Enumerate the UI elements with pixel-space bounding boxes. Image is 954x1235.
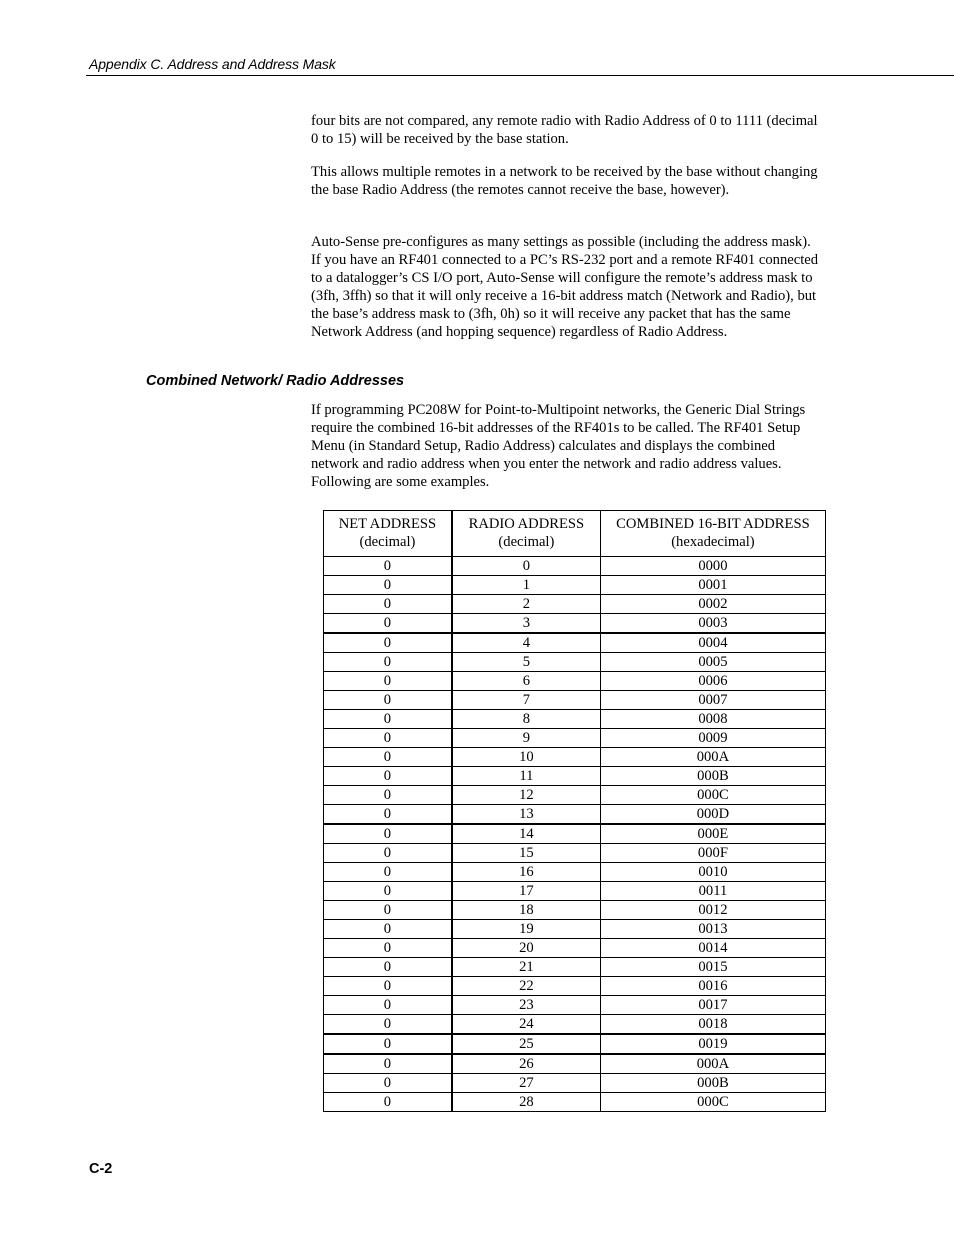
net-address-cell: 0 xyxy=(324,882,452,901)
table-row xyxy=(324,958,826,977)
table-row xyxy=(324,633,826,653)
net-address-cell: 0 xyxy=(324,595,452,614)
combined-address-cell: 0013 xyxy=(600,920,825,939)
net-address-cell: 0 xyxy=(324,805,452,825)
combined-address-cell: 0010 xyxy=(600,863,825,882)
combined-address-cell: 000E xyxy=(600,824,825,844)
radio-address-cell: 20 xyxy=(452,939,600,958)
table-row xyxy=(324,805,826,825)
combined-address-cell: 0016 xyxy=(600,977,825,996)
radio-address-cell: 9 xyxy=(452,729,600,748)
radio-address-cell: 6 xyxy=(452,672,600,691)
combined-address-cell: 0001 xyxy=(600,576,825,595)
net-address-cell: 0 xyxy=(324,996,452,1015)
radio-address-cell: 12 xyxy=(452,786,600,805)
radio-address-cell: 19 xyxy=(452,920,600,939)
paragraph-multiple-remotes: This allows multiple remotes in a network to be received by the base without changing the base Radio Address (the remotes cannot receive the base, however). xyxy=(311,164,818,198)
radio-address-cell: 7 xyxy=(452,691,600,710)
radio-address-cell: 25 xyxy=(452,1034,600,1054)
radio-address-cell: 26 xyxy=(452,1054,600,1074)
radio-address-cell: 0 xyxy=(452,557,600,576)
combined-address-cell: 0009 xyxy=(600,729,825,748)
net-address-cell: 0 xyxy=(324,691,452,710)
page-number: C-2 xyxy=(89,1161,113,1177)
table-row xyxy=(324,939,826,958)
net-address-cell: 0 xyxy=(324,633,452,653)
radio-address-cell: 2 xyxy=(452,595,600,614)
radio-address-cell: 11 xyxy=(452,767,600,786)
paragraph-address-mask-bits: four bits are not compared, any remote radio with Radio Address of 0 to 1111 (decimal 0 to 15) will be received by the base station. xyxy=(311,113,818,147)
radio-address-cell: 17 xyxy=(452,882,600,901)
net-address-cell: 0 xyxy=(324,920,452,939)
table-row xyxy=(324,1034,826,1054)
combined-address-cell: 0012 xyxy=(600,901,825,920)
column-header-radio-address: RADIO ADDRESS (decimal) xyxy=(452,511,600,557)
radio-address-cell: 1 xyxy=(452,576,600,595)
net-address-cell: 0 xyxy=(324,576,452,595)
combined-address-cell: 0004 xyxy=(600,633,825,653)
net-address-cell: 0 xyxy=(324,939,452,958)
combined-address-cell: 0011 xyxy=(600,882,825,901)
radio-address-cell: 22 xyxy=(452,977,600,996)
table-row xyxy=(324,824,826,844)
table-row xyxy=(324,1093,826,1112)
combined-address-cell: 000B xyxy=(600,767,825,786)
table-row xyxy=(324,901,826,920)
table-row xyxy=(324,977,826,996)
table-row xyxy=(324,614,826,634)
net-address-cell: 0 xyxy=(324,958,452,977)
radio-address-cell: 5 xyxy=(452,653,600,672)
net-address-cell: 0 xyxy=(324,767,452,786)
combined-address-cell: 0006 xyxy=(600,672,825,691)
combined-address-cell: 0000 xyxy=(600,557,825,576)
net-address-cell: 0 xyxy=(324,1015,452,1035)
paragraph-combined-addresses-intro: If programming PC208W for Point-to-Multipoint networks, the Generic Dial Strings require the combined 16-bit addresses of the RF401s to be called. The RF401 Setup Menu (in Standard Setup, Radio Address) calculates and displays the combined network and radio address when you enter the network and radio address values. Following are some examples. xyxy=(311,402,806,490)
table-row xyxy=(324,996,826,1015)
table-row xyxy=(324,1015,826,1035)
running-header: Appendix C. Address and Address Mask xyxy=(89,56,336,72)
net-address-cell: 0 xyxy=(324,844,452,863)
combined-address-cell: 0019 xyxy=(600,1034,825,1054)
table-row xyxy=(324,576,826,595)
radio-address-cell: 4 xyxy=(452,633,600,653)
combined-address-cell: 0008 xyxy=(600,710,825,729)
combined-address-cell: 0017 xyxy=(600,996,825,1015)
net-address-cell: 0 xyxy=(324,653,452,672)
radio-address-cell: 16 xyxy=(452,863,600,882)
radio-address-cell: 28 xyxy=(452,1093,600,1112)
radio-address-cell: 14 xyxy=(452,824,600,844)
combined-address-cell: 000C xyxy=(600,1093,825,1112)
column-header-net-address: NET ADDRESS (decimal) xyxy=(324,511,452,557)
radio-address-cell: 27 xyxy=(452,1074,600,1093)
net-address-cell: 0 xyxy=(324,977,452,996)
net-address-cell: 0 xyxy=(324,1093,452,1112)
table-row xyxy=(324,767,826,786)
net-address-cell: 0 xyxy=(324,729,452,748)
table-row xyxy=(324,748,826,767)
combined-address-cell: 000F xyxy=(600,844,825,863)
net-address-cell: 0 xyxy=(324,710,452,729)
combined-address-cell: 000B xyxy=(600,1074,825,1093)
table-row xyxy=(324,729,826,748)
table-row xyxy=(324,1074,826,1093)
table-row xyxy=(324,844,826,863)
combined-address-cell: 0005 xyxy=(600,653,825,672)
header-rule xyxy=(86,75,954,76)
combined-address-cell: 0018 xyxy=(600,1015,825,1035)
table-row xyxy=(324,672,826,691)
combined-address-cell: 0014 xyxy=(600,939,825,958)
combined-address-cell: 0015 xyxy=(600,958,825,977)
table-row xyxy=(324,595,826,614)
table-row xyxy=(324,691,826,710)
radio-address-cell: 18 xyxy=(452,901,600,920)
column-header-combined-address: COMBINED 16-BIT ADDRESS (hexadecimal) xyxy=(600,511,825,557)
combined-address-cell: 000A xyxy=(600,748,825,767)
combined-address-cell: 0007 xyxy=(600,691,825,710)
table-row xyxy=(324,710,826,729)
table-row xyxy=(324,653,826,672)
net-address-cell: 0 xyxy=(324,614,452,634)
net-address-cell: 0 xyxy=(324,863,452,882)
radio-address-cell: 3 xyxy=(452,614,600,634)
section-heading: Combined Network/ Radio Addresses xyxy=(146,373,405,389)
radio-address-cell: 10 xyxy=(452,748,600,767)
radio-address-cell: 15 xyxy=(452,844,600,863)
table-row xyxy=(324,882,826,901)
net-address-cell: 0 xyxy=(324,824,452,844)
net-address-cell: 0 xyxy=(324,1034,452,1054)
combined-address-cell: 000A xyxy=(600,1054,825,1074)
radio-address-cell: 24 xyxy=(452,1015,600,1035)
radio-address-cell: 13 xyxy=(452,805,600,825)
radio-address-cell: 21 xyxy=(452,958,600,977)
net-address-cell: 0 xyxy=(324,786,452,805)
table-body xyxy=(324,557,826,1112)
combined-address-cell: 000D xyxy=(600,805,825,825)
net-address-cell: 0 xyxy=(324,1054,452,1074)
combined-address-table xyxy=(323,510,826,1112)
table-row xyxy=(324,557,826,576)
net-address-cell: 0 xyxy=(324,748,452,767)
table-row xyxy=(324,863,826,882)
combined-address-cell: 0003 xyxy=(600,614,825,634)
combined-address-cell: 000C xyxy=(600,786,825,805)
table-header-row xyxy=(324,511,826,557)
net-address-cell: 0 xyxy=(324,901,452,920)
table-row xyxy=(324,786,826,805)
net-address-cell: 0 xyxy=(324,1074,452,1093)
net-address-cell: 0 xyxy=(324,672,452,691)
net-address-cell: 0 xyxy=(324,557,452,576)
radio-address-cell: 8 xyxy=(452,710,600,729)
paragraph-auto-sense: Auto-Sense pre-configures as many settings as possible (including the address mask). If you have an RF401 connected to a PC’s RS-232 port and a remote RF401 connected to a datalogger’s CS I/O port, Auto-Sense will configure the remote’s address mask to (3fh, 3ffh) so that it will only receive a 16-bit address match (Network and Radio), but the base’s address mask to (3fh, 0h) so it will receive any packet that has the same Network Address (and hopping sequence) regardless of Radio Address. xyxy=(311,234,819,340)
table-row xyxy=(324,1054,826,1074)
combined-address-cell: 0002 xyxy=(600,595,825,614)
table-row xyxy=(324,920,826,939)
radio-address-cell: 23 xyxy=(452,996,600,1015)
